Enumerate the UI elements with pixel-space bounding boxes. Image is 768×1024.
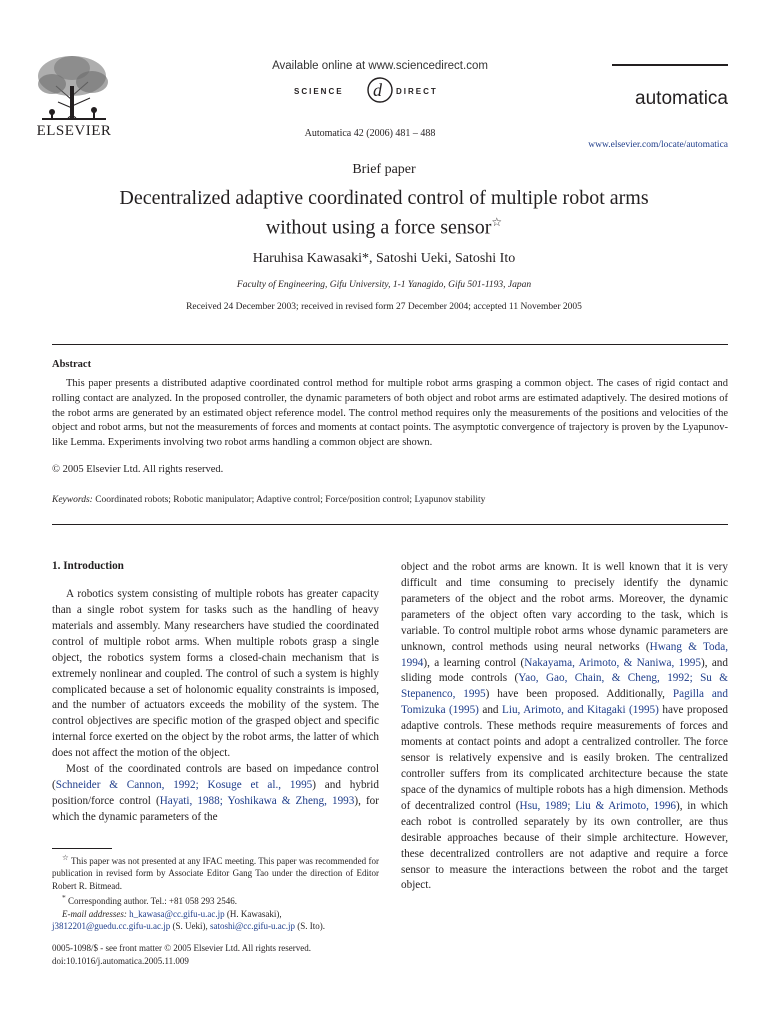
email-link[interactable]: satoshi@cc.gifu-u.ac.jp: [210, 921, 296, 932]
text-run: have proposed adaptive controls. These methods require measurements of forces and moments at contact points and adopt a centralized controller. The force sensor is relatively expensive and is easily broken. The centralized controller suffers from its complicated architecture because the state space of the dynamics of multiple robots has a high dimension. Methods of decentralized control (: [401, 704, 728, 812]
keywords-text: Coordinated robots; Robotic manipulator; Adaptive control; Force/position control; Lyapunov stability: [95, 495, 486, 505]
keywords-label: Keywords:: [52, 495, 93, 505]
title-line-1: Decentralized adaptive coordinated control of multiple robot arms: [119, 187, 649, 209]
text-run: ) and hybrid position/force control (: [52, 779, 379, 807]
footnote-star: [52, 852, 379, 892]
left-column-text: [52, 587, 379, 826]
svg-text:d: d: [373, 80, 382, 100]
sciencedirect-logo: [290, 74, 470, 106]
text-run: ), for which the dynamic parameters of the: [52, 794, 379, 823]
text-run: and: [478, 704, 503, 717]
email-link[interactable]: j3812201@guedu.cc.gifu-u.ac.jp: [52, 921, 171, 932]
abstract-top-rule: [52, 344, 728, 345]
journal-citation: Automatica 42 (2006) 481 – 488: [304, 128, 436, 139]
citation-link[interactable]: Schneider & Cannon, 1992; Kosuge et al., 1995: [55, 779, 313, 792]
section-heading: 1. Introduction: [52, 560, 124, 572]
authors: Haruhisa Kawasaki*, Satoshi Ueki, Satoshi Ito: [252, 251, 516, 266]
abstract-body: [52, 377, 728, 451]
right-column-text: [401, 560, 728, 894]
article-type: Brief paper: [352, 162, 416, 177]
journal-url-link[interactable]: www.elsevier.com/locate/automatica: [588, 140, 728, 150]
front-matter: [52, 942, 379, 968]
text-run: ), a learning control (: [423, 656, 525, 669]
footnote-corr-text: Corresponding author. Tel.: +81 058 293 2546.: [68, 896, 238, 907]
intro-paragraph-2: [52, 762, 379, 826]
footnote-rule: [52, 848, 112, 849]
email-link[interactable]: h_kawasa@cc.gifu-u.ac.jp: [129, 908, 225, 919]
email-owner: (H. Kawasaki),: [224, 908, 282, 919]
front-matter-issn: 0005-1098/$ - see front matter © 2005 Elsevier Ltd. All rights reserved.: [52, 943, 312, 953]
citation-link[interactable]: Hwang & Toda, 1994: [401, 640, 728, 669]
footnote-emails: [52, 908, 379, 933]
text-run: ), and sliding mode controls (: [401, 656, 728, 685]
citation-link[interactable]: Yao, Gao, Chain, & Cheng, 1992; Su & Stepanenco, 1995: [401, 672, 728, 701]
abstract-copyright: © 2005 Elsevier Ltd. All rights reserved.: [52, 464, 224, 475]
text-run: Most of the coordinated controls are based on impedance control (: [52, 763, 379, 792]
affiliation: Faculty of Engineering, Gifu University, 1-1 Yanagido, Gifu 501-1193, Japan: [236, 280, 532, 290]
email-owner: (S. Ito).: [295, 921, 326, 932]
text-run: object and the robot arms are known. It is well known that it is very difficult and time consuming to precisely identify the dynamic parameters of the object and the robot arms. Moreover, the dynamic parameters of the object often vary according to the task, which is variable. To control multiple robot arms whose dynamic parameters are unknown, control methods using neural networks (: [401, 561, 728, 653]
keywords: [52, 495, 728, 505]
paper-title: [60, 186, 708, 240]
svg-text:DIRECT: DIRECT: [396, 87, 438, 96]
citation-link[interactable]: Liu, Arimoto, and Kitagaki (1995): [502, 704, 659, 717]
header-rule: [612, 64, 728, 66]
text-run: ) have been proposed. Additionally,: [485, 688, 673, 701]
footnotes: [52, 852, 379, 932]
citation-link[interactable]: Pagilla and Tomizuka (1995): [401, 688, 728, 717]
intro-paragraph-continued: [401, 560, 728, 894]
title-footnote-mark[interactable]: ☆: [491, 215, 503, 229]
abstract-text: This paper presents a distributed adaptive coordinated control method for multiple robot arms grasping a common object. The cases of rigid contact and rolling contact are analyzed. In the proposed controller, the dynamic parameters of both object and robot arms are estimated adaptively. The desired motions of the robot arms are generated by an estimated object reference model. The control method requires only the measurements of the positions and velocities of the object and robot arms, but not the measurements of forces and moments at contact points. The asymptotic convergence of trajectory is proven by the Lyapunov-like Lemma. Experiments involving two robot arms handling a common object are shown.: [52, 378, 728, 449]
abstract-bottom-rule: [52, 524, 728, 525]
available-online-text[interactable]: Available online at www.sciencedirect.com: [272, 60, 488, 72]
footnote-corr-mark: *: [62, 893, 66, 903]
email-label: E-mail addresses:: [62, 908, 127, 919]
publisher-name: ELSEVIER: [36, 123, 112, 139]
citation-link[interactable]: Hsu, 1989; Liu & Arimoto, 1996: [519, 799, 677, 812]
email-owner: (S. Ueki),: [170, 921, 211, 932]
citation-link[interactable]: Hayati, 1988; Yoshikawa & Zheng, 1993: [159, 794, 355, 807]
front-matter-doi[interactable]: doi:10.1016/j.automatica.2005.11.009: [52, 956, 189, 966]
text-run: ), in which each robot is controlled separately by its own controller, are thus desirable approaches because of their simple architecture. However, these decentralized controllers are not adaptive and require a force sensor to measure the interactions between the robot and the target object.: [401, 799, 729, 892]
received-dates: Received 24 December 2003; received in revised form 27 December 2004; accepted 11 November 2005: [186, 302, 582, 312]
footnote-star-text: This paper was not presented at any IFAC meeting. This paper was recommended for publication in revised form by Associate Editor Gang Tao under the direction of Editor Robert R. Bitmead.: [52, 856, 379, 891]
citation-link[interactable]: Nakayama, Arimoto, & Naniwa, 1995: [524, 656, 701, 669]
footnote-corresponding: [52, 892, 379, 907]
intro-paragraph-1: A robotics system consisting of multiple robots has greater capacity than a single robot system for tasks such as the handling of heavy materials and assembly. Many researchers have studied the coordinated control of multiple robot arms. When multiple robots grasp a single object, the robotics system forms a closed-chain mechanism that is extremely nonlinear and coupled. The control of such a system is highly complicated because a set of holonomic equality constraints is imposed, and the number of actuators exceeds the mobility of the system. The control objectives are specific motion of the grasped object and specific internal force exerted on the object by the robot arms, the latter of which does not affect the motion of the object.: [52, 588, 379, 760]
title-line-2: without using a force sensor: [265, 216, 492, 239]
svg-text:SCIENCE: SCIENCE: [294, 87, 344, 96]
footnote-star-mark: ☆: [62, 853, 69, 862]
abstract-heading: Abstract: [52, 359, 92, 370]
journal-name: automatica: [635, 88, 728, 109]
